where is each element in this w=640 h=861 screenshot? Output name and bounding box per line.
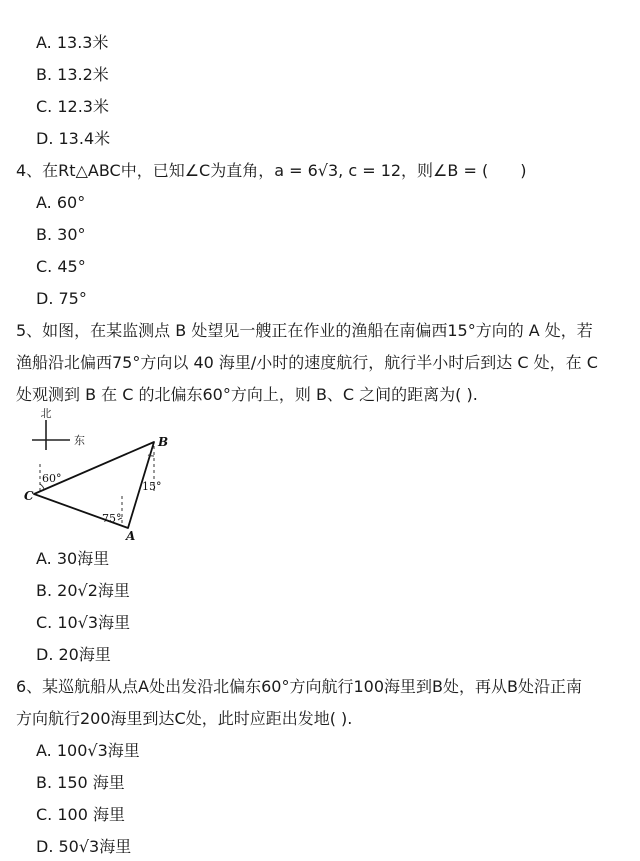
q6-option-c: C. 100 海里 [36,805,125,824]
compass-north-label: 北 [40,408,52,420]
q4-stem: 4、在Rt△ABC中，已知∠C为直角，a = 6√3, c = 12，则∠B = ( ) [16,161,527,180]
q6-option-b: B. 150 海里 [36,773,125,792]
q6-stem-line-1: 6、某巡航船从点A处出发沿北偏东60°方向航行100海里到B处，再从B处沿正南 [16,677,582,696]
angle-a-label: 75° [102,512,122,525]
q6-option-a: A. 100√3海里 [36,741,140,760]
point-c-label: C [24,489,34,503]
q5-stem-line-1: 5、如图，在某监测点 B 处望见一艘正在作业的渔船在南偏西15°方向的 A 处，若 [16,321,593,340]
angle-b-label: 15° [142,480,162,493]
compass-east-label: 东 [74,434,85,447]
q5-option-b: B. 20√2海里 [36,581,130,600]
q5-diagram [22,408,182,542]
point-b-label: B [158,435,169,449]
q3-option-c: C. 12.3米 [36,97,109,116]
q5-option-a: A. 30海里 [36,549,110,568]
q6-stem-line-2: 方向航行200海里到达C处，此时应距出发地( ). [16,709,353,728]
q5-diagram-svg [22,408,182,542]
triangle-abc [34,442,154,528]
q5-option-c: C. 10√3海里 [36,613,131,632]
q4-option-d: D. 75° [36,289,87,308]
q5-stem-line-3: 处观测到 B 在 C 的北偏东60°方向上，则 B、C 之间的距离为( ). [16,385,478,404]
q4-option-b: B. 30° [36,225,86,244]
q5-option-d: D. 20海里 [36,645,111,664]
point-a-label: A [126,529,136,542]
q4-option-c: C. 45° [36,257,86,276]
q6-option-d: D. 50√3海里 [36,837,132,856]
q3-option-b: B. 13.2米 [36,65,109,84]
q3-option-a: A. 13.3米 [36,33,109,52]
q4-option-a: A. 60° [36,193,86,212]
q5-stem-line-2: 渔船沿北偏西75°方向以 40 海里/小时的速度航行，航行半小时后到达 C 处，在 C [16,353,598,372]
angle-c-label: 60° [42,472,62,485]
q3-option-d: D. 13.4米 [36,129,111,148]
